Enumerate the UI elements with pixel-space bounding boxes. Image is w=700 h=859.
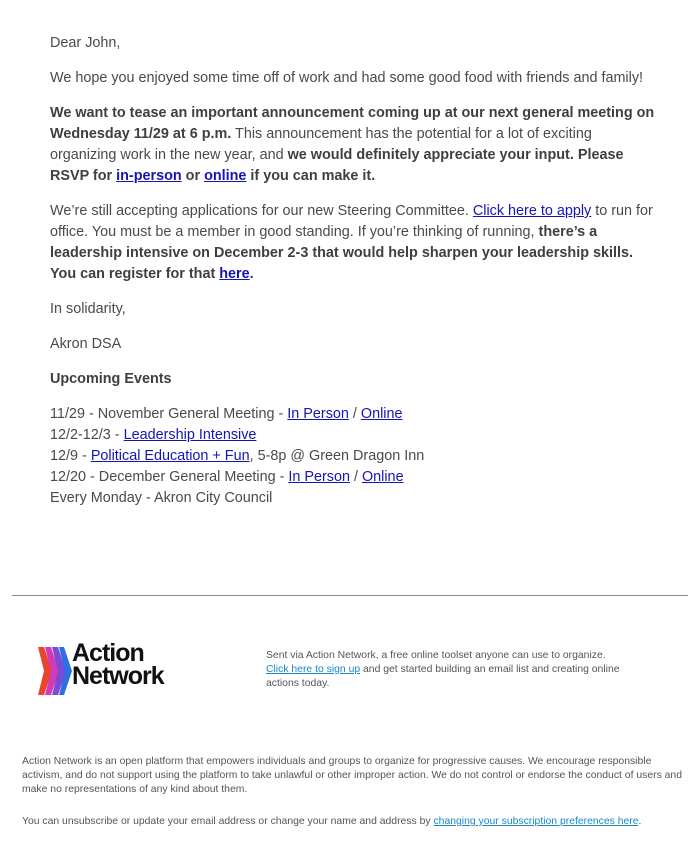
subscription-preferences-link[interactable]: changing your subscription preferences here (433, 816, 639, 827)
announcement-bold-lead: We want to tease an important announcement coming up at our next general meeting on Wednesday 11/29 at 6 p.m. (50, 105, 655, 142)
intensive-bold: there’s a leadership intensive on December 2-3 that would help sharpen your leadership skills. You can register for that (50, 224, 633, 282)
event-item (50, 467, 660, 488)
event-online-link[interactable]: Online (360, 406, 403, 422)
event-in-person-link[interactable]: In Person (287, 406, 349, 422)
signature: Akron DSA (50, 336, 122, 352)
event-text: 11/29 - November General Meeting - (50, 406, 288, 422)
event-separator: / (348, 406, 361, 422)
footer-divider (12, 595, 688, 596)
events-list (50, 404, 660, 509)
rsvp-bold: we would definitely appreciate your input. Please RSVP for (50, 147, 624, 184)
event-in-person-link[interactable]: In Person (288, 469, 350, 485)
steering-text-2: to run for office. You must be a member in good standing. If you’re thinking of running, (50, 203, 653, 240)
footer-disclaimer: Action Network is an open platform that empowers individuals and groups to organize for progressive causes. We encourage responsible activism, and do not support using the platform to take unlawful or other improper action. We do not control or endorse the conduct of users and make no representations of any kind about them. (22, 756, 682, 795)
event-text: 12/2-12/3 - (50, 427, 124, 443)
event-text: Every Monday - Akron City Council (50, 490, 273, 506)
intro-paragraph: We hope you enjoyed some time off of work and had some good food with friends and family! (50, 70, 644, 86)
sent-via-notice (266, 649, 646, 691)
event-online-link[interactable]: Online (361, 469, 404, 485)
event-leadership-intensive-link[interactable]: Leadership Intensive (123, 427, 257, 443)
action-network-chevrons-icon (38, 647, 72, 695)
logo-line-1: Action (72, 639, 144, 667)
steering-text-1: We’re still accepting applications for our new Steering Committee. (50, 203, 473, 219)
email-body (50, 33, 660, 509)
unsubscribe-end: . (638, 816, 642, 827)
unsubscribe-text: You can unsubscribe or update your email address or change your name and address by (22, 816, 434, 827)
event-item (50, 404, 660, 425)
action-network-logo[interactable] (38, 639, 198, 697)
event-separator: / (349, 469, 362, 485)
rsvp-tail: if you can make it. (246, 168, 376, 184)
sent-via-tail: and get started building an email list and creating online actions today. (266, 664, 620, 689)
rsvp-online-link[interactable]: online (204, 168, 247, 184)
logo-line-2: Network (72, 662, 164, 690)
announcement-text: This announcement has the potential for a lot of exciting organizing work in the new year, and (50, 126, 592, 163)
register-here-link[interactable]: here (219, 266, 250, 282)
announcement-paragraph (50, 103, 660, 187)
event-item (50, 425, 660, 446)
events-heading: Upcoming Events (50, 371, 172, 387)
event-text: 12/9 - (50, 448, 91, 464)
unsubscribe-notice (22, 815, 692, 829)
greeting: Dear John, (50, 35, 121, 51)
steering-committee-paragraph (50, 201, 660, 285)
apply-link[interactable]: Click here to apply (472, 203, 592, 219)
event-item (50, 446, 660, 467)
event-text: 12/20 - December General Meeting - (50, 469, 289, 485)
event-suffix: , 5-8p @ Green Dragon Inn (249, 448, 425, 464)
event-item (50, 488, 660, 509)
sent-via-text: Sent via Action Network, a free online toolset anyone can use to organize. (266, 650, 606, 661)
signup-link[interactable]: Click here to sign up (266, 664, 361, 675)
intensive-period: . (249, 266, 254, 282)
closing: In solidarity, (50, 301, 126, 317)
rsvp-or: or (181, 168, 205, 184)
rsvp-in-person-link[interactable]: in-person (116, 168, 182, 184)
event-political-education-link[interactable]: Political Education + Fun (90, 448, 250, 464)
logo-wordmark (72, 639, 164, 690)
